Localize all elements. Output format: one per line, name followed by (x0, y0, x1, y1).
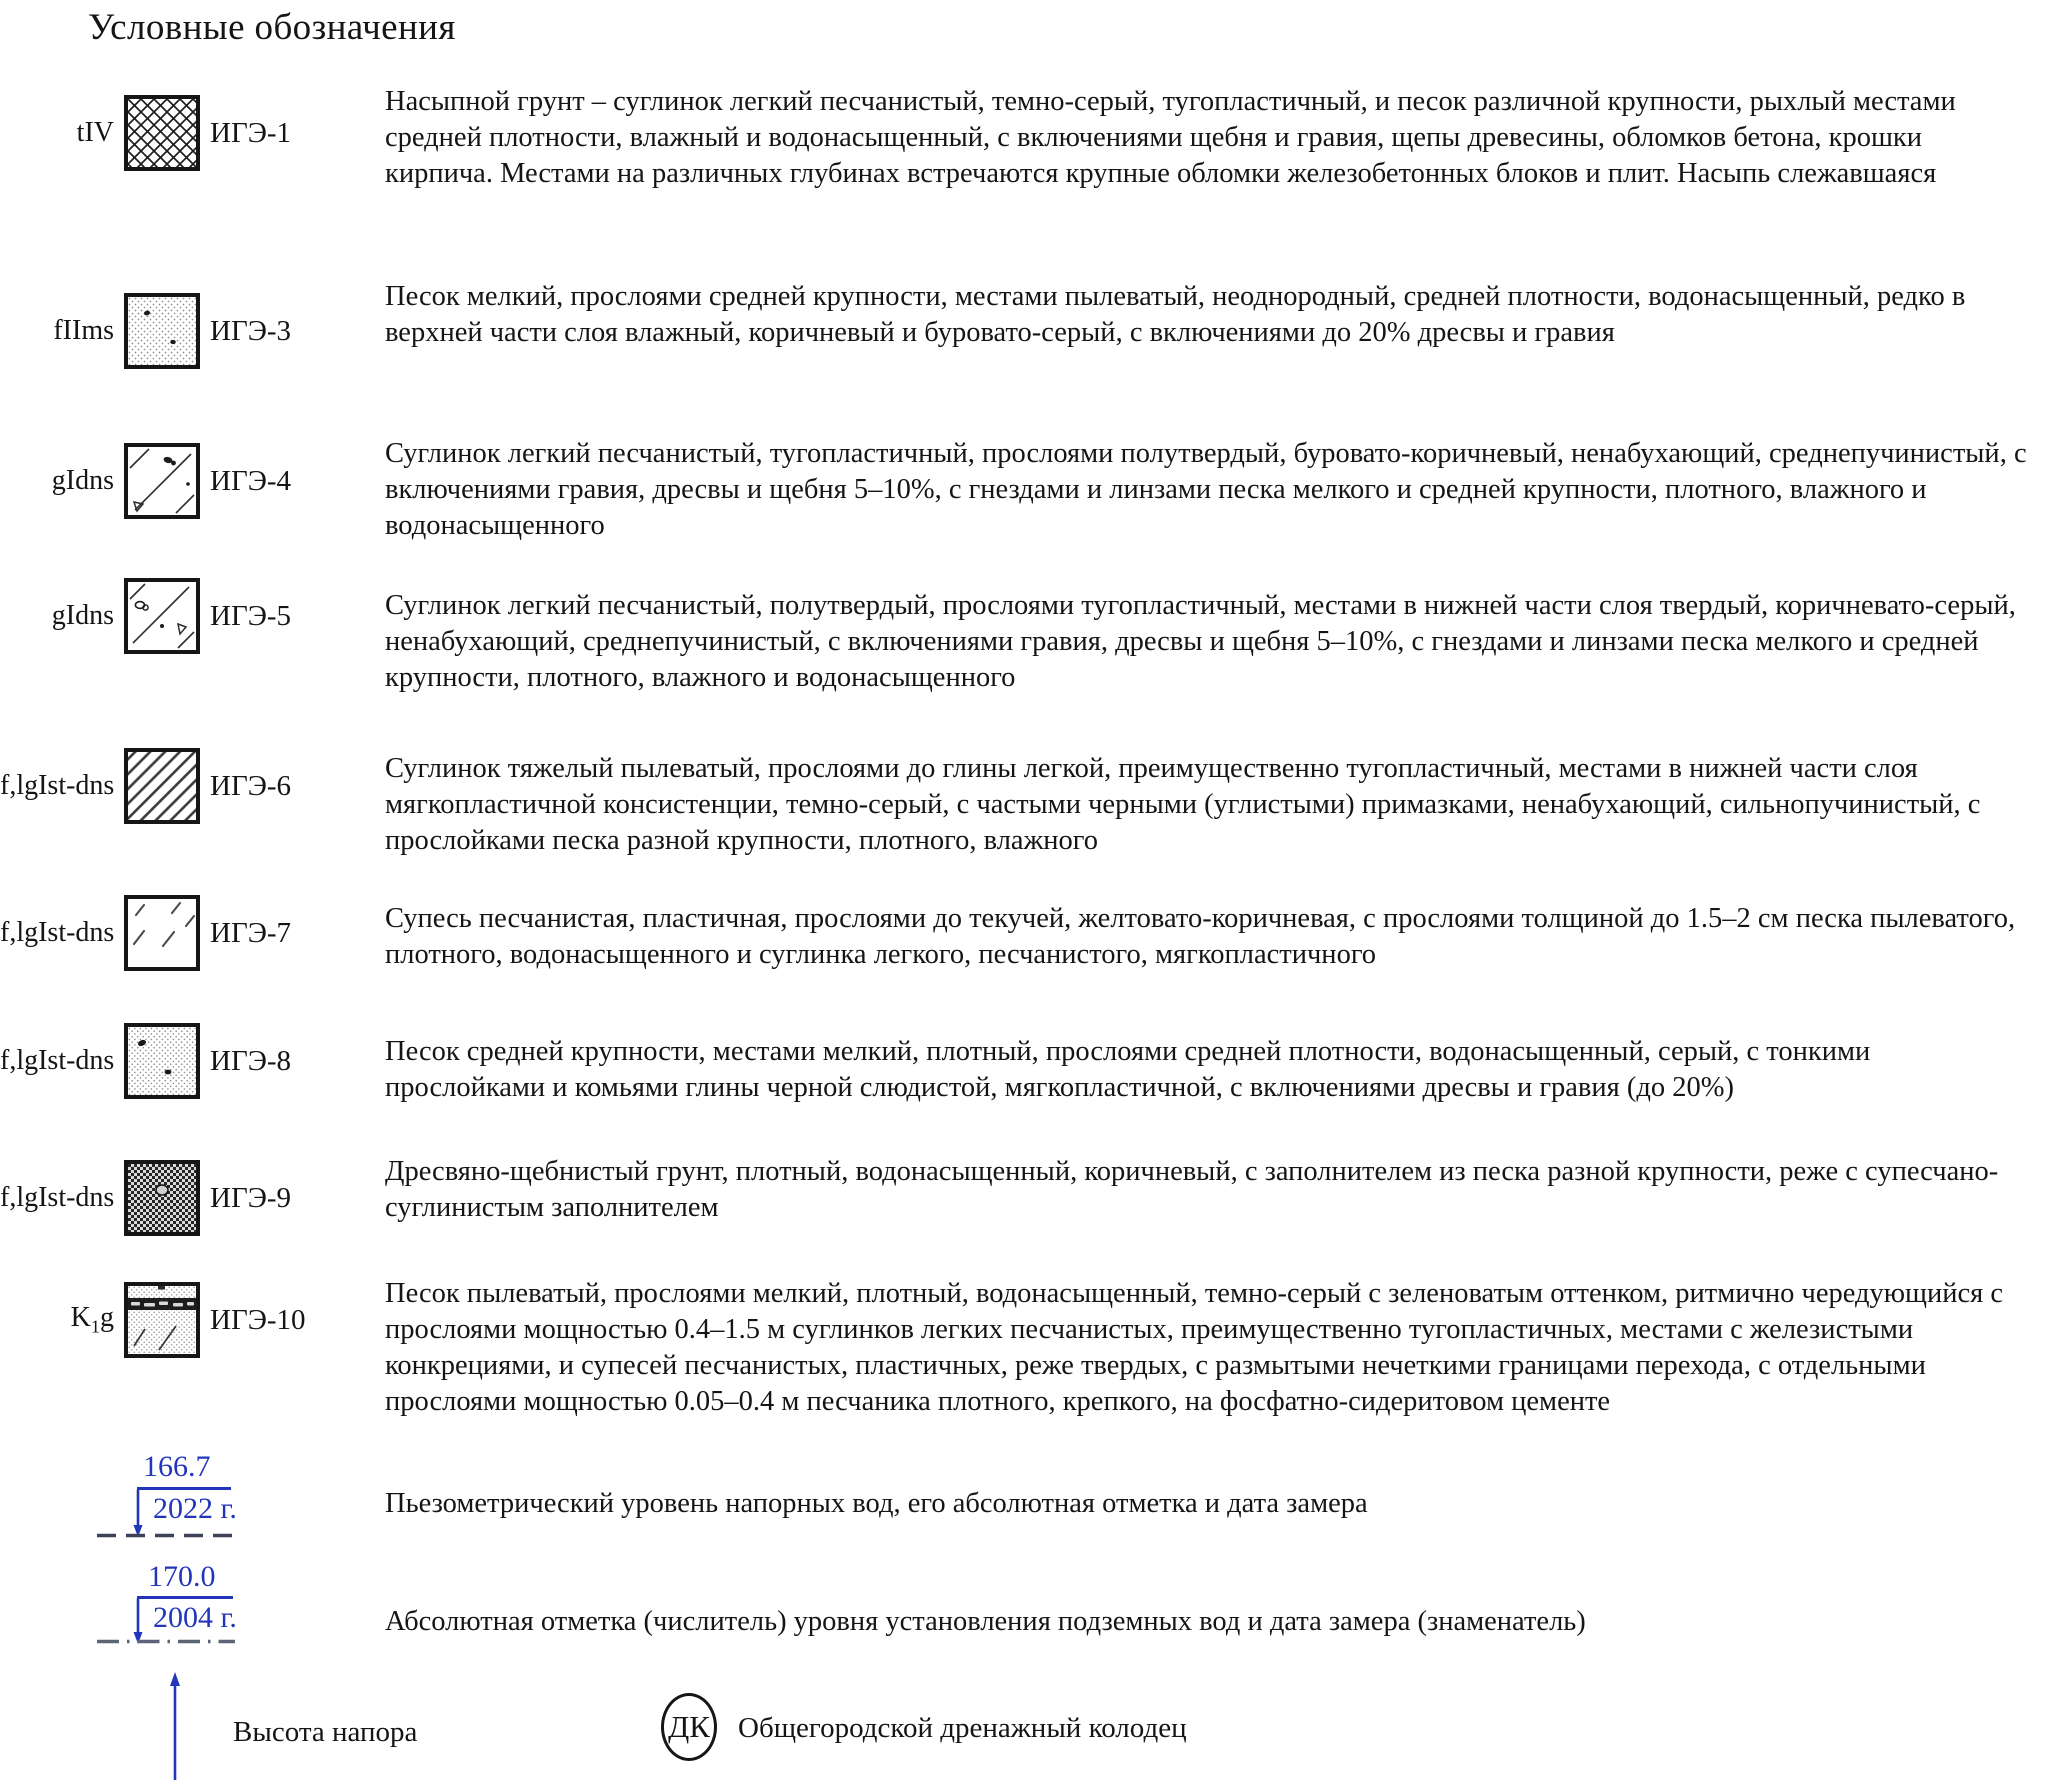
groundwater-level-description: Абсолютная отметка (числитель) уровня установления подземных вод и дата замера (знаменатель) (385, 1606, 1586, 1637)
stratum-code-label: f,lgIst-dns (0, 770, 115, 801)
drainage-well-label: Общегородской дренажный колодец (738, 1712, 1187, 1744)
lithology-description: Суглинок тяжелый пылеватый, прослоями до глины легкой, преимущественно тугопластичный, местами в нижней части слоя мягкопластичной консистенции, темно-серый, с частыми черными (углистыми) примазками, ненабухающий, сильнопучинистый, с прослойками песка разной крупности, плотного, влажного (385, 753, 1981, 856)
legend-row-symbol (0, 293, 291, 369)
groundwater-level-date: 2004 г. (153, 1601, 237, 1634)
legend-row-symbol (0, 578, 291, 654)
groundwater-dash-dot-level-line (97, 1639, 235, 1644)
lithology-pattern-swatch-gravel-checker-icon (124, 1160, 200, 1236)
piezometric-level-date: 2022 г. (153, 1492, 237, 1525)
lithology-description: Суглинок легкий песчанистый, тугопластичный, прослоями полутвердый, буровато-коричневый, ненабухающий, среднепучинистый, с включениями гравия, дресвы и щебня 5–10%, с гнездами и линзами песка мелкого и средней крупности, плотного, влажного и водонасыщенного (385, 438, 2027, 541)
lithology-pattern-swatch-dots-icon (124, 293, 200, 369)
lithology-description: Супесь песчанистая, пластичная, прослоями до текучей, желтовато-коричневая, с прослоями толщиной до 1.5–2 см песка пылеватого, плотного, водонасыщенного и суглинка легкого, песчанистого, мягкопластичного (385, 903, 2016, 970)
stratum-code-label: f,lgIst-dns (0, 917, 115, 948)
drainage-well-abbr: ДК (668, 1709, 710, 1744)
lithology-pattern-swatch-dashes-icon (124, 895, 200, 971)
ige-number-label: ИГЭ-8 (210, 1044, 292, 1077)
piezometric-dashed-level-line (97, 1533, 233, 1538)
piezometric-level-fraction-line (137, 1487, 231, 1490)
lithology-description: Суглинок легкий песчанистый, полутвердый, прослоями тугопластичный, местами в нижней части слоя твердый, коричневато-серый, ненабухающий, среднепучинистый, с включениями гравия, дресвы и щебня 5–10%, с гнездами и линзами песка мелкого и средней крупности, плотного, влажного и водонасыщенного (385, 590, 2016, 693)
level-down-arrow-icon (130, 1488, 148, 1538)
lithology-pattern-swatch-dots-clay-icon (124, 1023, 200, 1099)
groundwater-level-fraction-line (137, 1596, 233, 1599)
legend-row-symbol (0, 1282, 306, 1358)
ige-number-label: ИГЭ-10 (210, 1303, 306, 1336)
ige-number-label: ИГЭ-4 (210, 464, 292, 497)
legend-row-symbol (0, 895, 291, 971)
stratum-code-label: f,lgIst-dns (0, 1045, 115, 1076)
legend-row-symbol (0, 443, 291, 519)
lithology-pattern-swatch-crosshatch-icon (124, 95, 200, 171)
ige-number-label: ИГЭ-9 (210, 1181, 292, 1214)
ige-number-label: ИГЭ-7 (210, 916, 292, 949)
lithology-description: Песок средней крупности, местами мелкий, плотный, прослоями средней плотности, водонасыщенный, серый, с тонкими прослойками и комьями глины черной слюдистой, мягкопластичной, с включениями дресвы и гравия (до 20%) (385, 1036, 1871, 1103)
lithology-description: Песок мелкий, прослоями средней крупности, местами пылеватый, неоднородный, средней плотности, водонасыщенный, редко в верхней части слоя влажный, коричневый и буровато-серый, с включениями до 20% дресвы и гравия (385, 281, 1966, 348)
ige-number-label: ИГЭ-1 (210, 116, 292, 149)
level-down-arrow-icon (130, 1597, 148, 1645)
stratum-code-label: fIIms (53, 315, 114, 346)
lithology-description: Насыпной грунт – суглинок легкий песчанистый, темно-серый, тугопластичный, и песок различной крупности, рыхлый местами средней плотности, влажный и водонасыщенный, с включениями щебня и гравия, щепы древесины, обломков бетона, крошки кирпича. Местами на различных глубинах встречаются крупные обломки железобетонных блоков и плит. Насыпь слежавшаяся (385, 86, 1956, 189)
lithology-pattern-swatch-interbedded-icon (124, 1282, 200, 1358)
groundwater-level-value: 170.0 (148, 1560, 216, 1593)
legend-row-symbol (0, 1023, 291, 1099)
pressure-height-label: Высота напора (233, 1716, 418, 1748)
drainage-well-icon (661, 1693, 717, 1761)
legend-row-symbol (0, 1160, 291, 1236)
stratum-code-label: f,lgIst-dns (0, 1182, 115, 1213)
legend-row-symbol (0, 748, 291, 824)
legend-title: Условные обозначения (88, 7, 456, 48)
pressure-height-up-arrow-icon (164, 1672, 186, 1780)
lithology-pattern-swatch-hatch-icon (124, 748, 200, 824)
ige-number-label: ИГЭ-3 (210, 314, 292, 347)
lithology-pattern-swatch-diagonal-gravel-icon (124, 443, 200, 519)
stratum-code-label: gIdns (51, 600, 114, 631)
piezometric-level-description: Пьезометрический уровень напорных вод, его абсолютная отметка и дата замера (385, 1488, 1368, 1519)
ige-number-label: ИГЭ-5 (210, 599, 292, 632)
lithology-description: Дресвяно-щебнистый грунт, плотный, водонасыщенный, коричневый, с заполнителем из песка разной крупности, реже с супесчано-суглинистым заполнителем (385, 1156, 1999, 1223)
lithology-description: Песок пылеватый, прослоями мелкий, плотный, водонасыщенный, темно-серый с зеленоватым оттенком, ритмично чередующийся с прослоями мощностью 0.4–1.5 м суглинков легких песчанистых, преимущественно тугопластичных, местами с железистыми конкрециями, и супесей песчанистых, пластичных, реже твердых, с размытыми нечеткими границами перехода, с отдельными прослоями мощностью 0.05–0.4 м песчаника плотного, крепкого, на фосфатно-сидеритовом цементе (385, 1278, 2004, 1417)
stratum-code-label: $K_1g$ (70, 1302, 114, 1337)
stratum-code-label: gIdns (51, 465, 114, 496)
piezometric-level-value: 166.7 (143, 1450, 211, 1483)
ige-number-label: ИГЭ-6 (210, 769, 292, 802)
lithology-pattern-swatch-diagonal-gravel-icon (124, 578, 200, 654)
stratum-code-label: tIV (76, 117, 114, 148)
legend-row-symbol (0, 95, 291, 171)
